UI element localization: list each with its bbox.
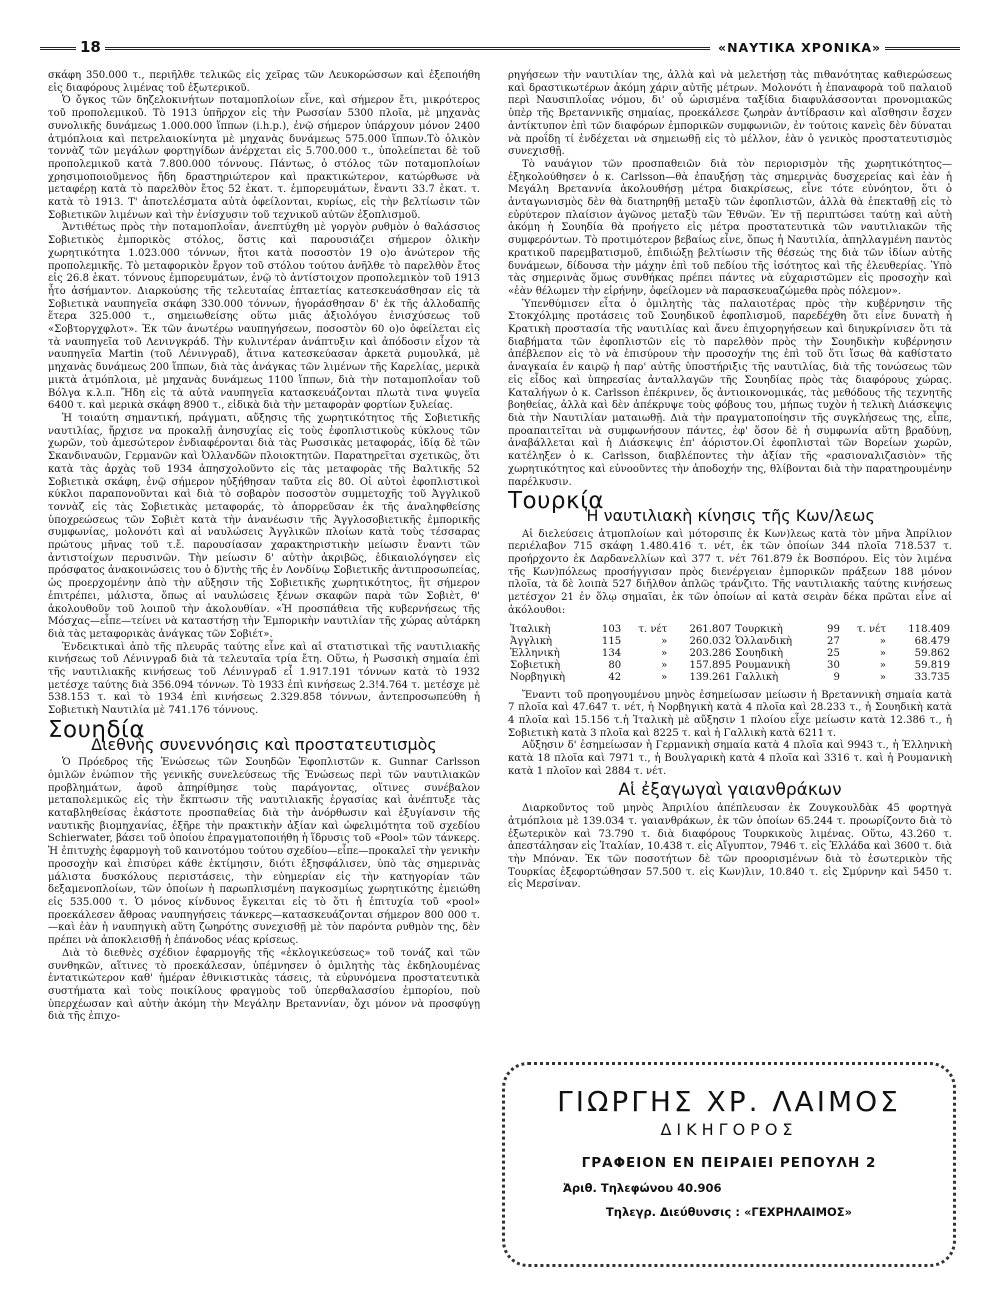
table-cell: »: [879, 635, 886, 647]
advert-name: ΓΙΩΡΓΗΣ ΧΡ. ΛΑΙΜΟΣ: [557, 1085, 901, 1118]
table-cell: »: [661, 659, 668, 671]
paragraph: Ἐνδεικτικαὶ ἀπὸ τῆς πλευρᾶς ταύτης εἶνε καὶ αἱ στατιστικαὶ τῆς ναυτιλιακῆς κινήσεως τοῦ Λένινγραδ διὰ τὰ τελευταῖα τρία ἔτη. Οὕτω, ἡ Ρωσσικὴ σημαία ἐπὶ τῆς ναυτιλιακῆς κινήσεως τοῦ Λένινγραδ εἶ 1.917.191 τόννων κατὰ τὸ 1932 μετέσχε ταύτης διὰ 356.094 τόννων. Τὸ 1933 ἐπὶ κινήσεως 2.3!4.764 τ. μετέσχε μὲ 538.153 τ. καὶ τὸ 1934 ἐπὶ κινήσεως 2.329.858 τόννων, ἀντεπροσωπεύθη ἡ Σοβιετικὴ Ναυτιλία μὲ 741.176 τόννους.: [48, 641, 480, 717]
table-cell: 33.735: [914, 671, 950, 683]
journal-title: «ΝΑΥΤΙΚΑ ΧΡΟΝΙΚΑ»: [714, 40, 885, 55]
table-cell: Σοβιετικὴ: [510, 659, 561, 671]
advert-office: ΓΡΑΦΕΙΟΝ ΕΝ ΠΕΙΡΑΙΕΙ ΡΕΠΟΥΛΗ 2: [581, 1155, 877, 1171]
table-cell: 115: [601, 635, 622, 647]
table-row: [508, 660, 952, 672]
paragraph: Διαρκοῦντος τοῦ μηνὸς Ἀπριλίου ἀπέπλευσαν ἐκ Ζουγκουλδὰκ 45 φορτηγὰ ἀτμόπλοια μὲ 139.034 τ. γαιανθράκων, ἐκ τῶν ὁποίων 65.244 τ. προωρίζοντο διὰ τὸ ἐξωτερικὸν καὶ 73.790 τ. διὰ διαφόρους Τουρκικοὺς λιμένας. Οὕτω, 43.260 τ. ἀπεστάλησαν εἰς Ἰταλίαν, 10.438 τ. εἰς Αἴγυπτον, 7946 τ. εἰς Ἑλλάδα καὶ 3600 τ. διὰ τὴν Μπόναν. Ἐκ τῶν ποσοτήτων δὲ τῶν προορισμένων διὰ τὸ ἐσωτερικὸν τῆς Τουρκίας ἐξεφορτώθησαν 57.500 τ. εἰς Κων)λιν, 10.840 τ. εἰς Σμύρνην καὶ 5450 τ. εἰς Μερσίναν.: [508, 803, 952, 891]
table-cell: 260.032: [689, 635, 732, 647]
section-subtitle-coal: Αἱ ἐξαγωγαὶ γαιανθράκων: [618, 780, 842, 801]
table-cell: 25: [827, 647, 840, 659]
advert-phone: Ἀριθ. Τηλεφώνου 40.906: [563, 1181, 722, 1195]
page-number: 18: [76, 38, 105, 56]
table-cell: »: [661, 671, 668, 683]
paragraph: σκάφη 350.000 τ., περιῆλθε τελικῶς εἰς χεῖρας τῶν Λευκορώσσων καὶ ἐξεποιήθη εἰς διαφόρους λιμένας τοῦ ἐξωτερικοῦ.: [48, 70, 480, 94]
paragraph: ρηγήσεων τὴν ναυτιλίαν της, ἀλλὰ καὶ νὰ μελετήσῃ τὰς πιθανότητας καθιερώσεως καὶ δραστικωτέρων ἀκόμη χάριν αὐτῆς μέτρων. Μολονότι ἡ ἐπαναφορὰ τοῦ παλαιοῦ περὶ Ναυσιπλοΐας νόμου, δι' οὗ ὡρισμένα ταξίδια διαφυλάσσονται προνομιακῶς ὑπὲρ τῆς Βρεταννικῆς σημαίας, προεκάλεσε ζωηρὰν ἀντίδρασιν καὶ αἴσθησιν ἔσχεν ἀντίκτυπον ἐπὶ τῶν διαφόρων ἐμπορικῶν συμφωνιῶν, ἐν τούτοις κανεὶς δὲν δύναται νὰ προΐδῃ τί ἐνδέχεται νὰ σημειωθῇ εἰς τὸ μέλλον, ἐὰν ὁ γενικὸς προστατευτισμὸς συνεχισθῇ.: [508, 70, 952, 158]
section-subtitle-sweden: Διεθνὴς συνεννόησις καὶ προστατευτισμὸς: [91, 734, 437, 754]
left-column: [48, 70, 480, 1024]
header-rule-middle: [110, 47, 710, 50]
table-cell: Ἀγγλικὴ: [510, 635, 553, 647]
table-row: [508, 672, 952, 684]
paragraph: Ὁ Πρόεδρος τῆς Ἑνώσεως τῶν Σουηδῶν Ἐφοπλιστῶν κ. Gunnar Carlsson ὁμιλῶν ἐνώπιον τῆς γενικῆς συνελεύσεως τῆς Ἑνώσεως περὶ τῶν ναυτιλιακῶν προβλημάτων, ἀφοῦ ἀπηρίθμησε τοὺς παράγοντας, οἵτινες συνέβαλον μεταπολεμικῶς εἰς τὴν ἔκπτωσιν τῆς ναυτιλιακῆς ἐργασίας καὶ ἀνέπτυξε τὰς καταβληθείσας ἑκάστοτε προσπαθείας διὰ τὴν ἀνόρθωσιν καὶ ἐξυγίανσιν τῆς ναυτικῆς βιομηχανίας, ἐξῆρε τὴν πρακτικὴν ἀξίαν καὶ ὠφελιμότητα τοῦ σχεδίου Schierwater, βάσει τοῦ ὁποίου ἐπραγματοποιήθη ἡ ἵδρυσις τοῦ «Pool» τῶν τάνκερς. Ἡ ἐπιτυχὴς ἐφαρμογὴ τοῦ καινοτόμου τούτου σχεδίου—εἶπε—προκαλεῖ τὴν γενικὴν προσοχὴν καὶ ἐπισύρει κάθε ἐκτίμησιν, διότι ἐξησφάλισεν, ὑπὸ τὰς σημερινὰς μάλιστα δυσκόλους περιστάσεις, τὴν εὐημερίαν εἰς τὴν κατηγορίαν τῶν δεξαμενοπλοίων, τῶν ὁποίων ἡ παρωπλισμένη παγκοσμίως χωρητικότης ἐμειώθη εἰς 535.000 τ. Ὁ μόνος κίνδυνος ἔγκειται εἰς τὸ ὅτι ἡ ἐπιτυχία τοῦ «pool» προεκάλεσεν ἄθροας ναυπηγήσεις τάνκερς—κατασκευάζονται σήμερον 800 000 τ.—καὶ ἐὰν ἡ ναυπηγικὴ αὕτη ζωηρότης συνεχισθῇ μὲ τὸν παρόντα ρυθμὸν της, δὲν πρέπει νὰ ἀποκλεισθῇ ἡ ἐπάνοδος νέας κρίσεως.: [48, 757, 480, 947]
table-cell: »: [879, 671, 886, 683]
flags-table: [508, 624, 952, 684]
paragraph: Ὑπενθύμισεν εἶτα ὁ ὁμιλητὴς τὰς παλαιοτέρας πρὸς τὴν κυβέρνησιν τῆς Στοκχόλμης προτάσεις τοῦ Σουηδικοῦ ἐφοπλισμοῦ, παρεδέχθη ὅτι εἶνε δυνατὴ ἡ Κρατικὴ προστασία τῆς ναυτιλίας καὶ ἄνευ ἐπιχορηγήσεων καὶ διηυκρίνισεν ὅτι τὰ διαβήματα τῶν ἐφοπλιστῶν εἰς τὸ παρελθὸν πρὸς τὴν Σουηδικὴν κυβέρνησιν ἀπέβλεπον εἰς τὸ νὰ ἐπισύρουν τὴν προσοχήν της ἐπὶ τοῦ ὅτι ἴσως θὰ καθίστατο ἀναγκαία ἐν καιρῷ ἡ παρ' αὐτῆς ὑποστήριξις τῆς ναυτιλίας, διὰ τῆς τονώσεως τῶν εἰς εἶδος καὶ ὑπηρεσίας ἀνταλλαγῶν τῆς Σουηδίας πρὸς τὰς διαφόρους χώρας. Καταλήγων ὁ κ. Carlsson ἐπέκρινεν, ὅς ἀντιοικονομικάς, τὰς μεθόδους τῆς τεχνητῆς βοηθείας, ἀλλὰ καὶ δὲν ἀπέκρυψε τοὺς φόβους του, μήπως τυχὸν ἡ τελικὴ Διάσκεψις διὰ τὴν Ναυτιλίαν ματαιωθῇ. Διὰ τὴν πραγματοποίησιν τῆς συγκλήσεως της, εἶπε, προαπαιτεῖται νὰ συμφωνήσουν πάντες, ἐφ' ὅσον δὲ ἡ συμφωνία αὕτη βραδύνῃ, ἀναβάλλεται καὶ ἡ Διάσκεψις ἐπ' ἀόριστον.Οἱ ἐφοπλισταὶ τῶν Βορείων χωρῶν, κατέληξεν ὁ κ. Carlsson, διαβλέποντες τὴν ἀξίαν τῆς «ρασιοναλιζασιὸν» τῆς χωρητικότητος καὶ εὐνοοῦντες τὴν ἀποδοχήν της, θλίβονται διὰ τὴν παρατηρουμένην παρέλκυσιν.: [508, 298, 952, 488]
table-cell: Σουηδικὴ: [735, 647, 784, 659]
table-cell: 157.895: [689, 659, 732, 671]
table-cell: 203.286: [689, 647, 732, 659]
section-title-turkey: Τουρκία: [508, 488, 605, 515]
table-cell: Ἰταλικὴ: [510, 623, 551, 635]
table-cell: 42: [608, 671, 622, 683]
lawyer-advertisement: [502, 1062, 956, 1267]
table-cell: 27: [827, 635, 840, 647]
table-cell: 80: [608, 659, 622, 671]
table-cell: Γαλλικὴ: [735, 671, 779, 683]
paragraph: Ἡ τοιαύτη σημαντική, πράγματι, αὔξησις τῆς χωρητικότητος τῆς Σοβιετικῆς ναυτιλίας, ἤρχισε να προκαλῇ ἀνησυχίας εἰς τοὺς ἐφοπλιστικοὺς κύκλους τῶν χωρῶν, τοὺ ἀμεσώτερον ἐνδιαφέρονται διὰ τὰς Ρωσσικὰς μεταφοράς, ἰδίᾳ δὲ τῶν Σκανδιναυῶν, Γερμανῶν καὶ Ὀλλανδῶν πλοιοκτητῶν. Παρατηρεῖται σχετικῶς, ὅτι κατὰ τὰς ἀρχὰς τοῦ 1934 ἀπησχολοῦντο εἰς τὰς μεταφορὰς τῆς Βαλτικῆς 52 Σοβιετικὰ σκάφη, ἐνῷ σήμερον ηὐξήθησαν ταῦτα εἰς 80. Οἱ αὐτοὶ ἐφοπλιστικοὶ κύκλοι παραπονοῦνται καὶ διὰ τὸ σοβαρὸν ποσοστὸν συμμετοχῆς τοῦ Ἀγγλικοῦ τοννὰζ εἰς τὰς Σοβιετικὰς μεταφοράς, τὸ ἀπορρεῦσαν ἐκ τῆς ἀναληφθείσης ὑποχρεώσεως τῶν Σοβιὲτ κατὰ τὴν ἀνανέωσιν τῆς Ἀγγλοσοβιετικῆς ἐμπορικῆς συμφωνίας, μολονότι καὶ αἱ ναυλώσεις Ἀγγλικῶν πλοίων κατὰ τοὺς τέσσαρας πρώτους μῆνας τοῦ τ.ἔ. παρουσίασαν χαρακτηριστικὴν μείωσιν ἔναντι τῶν ἀντιστοίχων περυσινῶν. Τὴν μείωσιν δ' αὐτὴν ἀκριβῶς, ἐδικαιολόγησεν εἰς πρόσφατος ἀνακοινώσεις του ὁ δ)ντὴς τῆς ἐν Λονδίνῳ Σοβιετικῆς ἀντιπροσωπείας, ὡς προερχομένην ἀπὸ τὴν αὔξησιν τῆς Σοβιετικῆς χωρητικότητος, ἣτ σήμερον ἐπιτρέπει, μάλιστα, ὅπως αἱ ναυλώσεις ξένων σκαφῶν παρὰ τῶν Σοβιὲτ, θ' ἀκολουθοῦν τοῦ λοιποῦ τὴν ἀκολουθίαν. «Ἡ προσπάθεια τῆς κυβερνήσεως τῆς Μόσχας—εἶπε—τείνει νὰ καταστήσῃ τὴν Ἐμπορικὴν ναυτιλίαν τῆς χώρας αὐτάρκη διὰ τὰς μεταφορικὰς ἀνάγκας τῶν Σοβιέτ».: [48, 412, 480, 640]
right-column: [508, 70, 952, 892]
paragraph: Ὁ ὄγκος τῶν δηζελοκινήτων ποταμοπλοίων εἶνε, καὶ σήμερον ἔτι, μικρότερος τοῦ προπολεμικοῦ. Τὸ 1913 ὑπῆρχον εἰς τὴν Ρωσσίαν 5300 πλοῖα, μὲ μηχανὰς συνολικῆς δυνάμεως 1.000.000 ἵππων (i.h.p.), ἐνῷ σήμερον ὑπάρχουν μόνον 2400 ἀτμόπλοια καὶ πετρελαιοκίνητα μὲ μηχανὰς δυνάμεως 575.000 ἵππων.Τὸ ὁλικὸν τοννὰζ τῶν μεγάλων φορτηγίδων ἀνέρχεται εἰς 5.700.000 τ., ὑπολείπεται δὲ τοῦ προπολεμικοῦ κατὰ 7.800.000 τόννους. Πάντως, ὁ στόλος τῶν ποταμοπλοίων χρησιμοποιοῦμενος ἤδη δραστηριώτερον καὶ πρακτικώτερον, κατώρθωσε νὰ μεταφέρῃ κατὰ τὸ παρελθὸν ἔτος 52 ἑκατ. τ. ἐμπορευμάτων, ἔναντι 33.7 ἑκατ. τ. κατὰ τὸ 1913. Τ' ἀποτελέσματα αὐτὰ ὀφείλονται, κυρίως, εἰς τὴν βελτίωσιν τῶν Σοβιετικῶν λιμένων καὶ τὴν ἐνίσχυσιν τοῦ τεχνικοῦ αὐτῶν ἐξοπλισμοῦ.: [48, 95, 480, 221]
paragraph: Διὰ τὸ διεθνὲς σχέδιον ἐφαρμογῆς τῆς «ἐκλογικεύσεως» τοῦ τονάζ καὶ τῶν συνθηκῶν, αἵτινες τὸ προεκάλεσαν, ὑπέμνησεν ὁ ὁμιλητὴς τὰς ἐκδηλουμένας ἐντατικώτερον καθ' ἡμέραν ἐθνικιστικὰς τάσεις, τὰ εὐρυνόμενα προστατευτικὰ συστήματα καὶ τοὺς ποικίλους φραγμοὺς τοῦ ὑπερθαλασσίου ἐμπορίου, ποὺ ὑπερχέωσαν καὶ αὐτὴν ἀκόμη τὴν Μεγάλην Βρεταννίαν, ὄχι μόνον νὰ προσφύγῃ διὰ τῆς ἐπιχο-: [48, 947, 480, 1023]
table-cell: »: [879, 659, 886, 671]
table-cell: Ἑλληνικὴ: [510, 647, 560, 659]
paragraph: Ἀντιθέτως πρὸς τὴν ποταμοπλοΐαν, ἀνεπτύχθη μὲ γοργὸν ρυθμὸν ὁ θαλάσσιος Σοβιετικὸς ἐμπορικὸς στόλος, ὅστις καὶ παρουσιάζει σήμερον ὁλικὴν χωρητικότητα 1.023.000 τόννων, ἤτοι κατὰ ποσοστὸν 19 ο)ο ἀνώτερον τῆς προπολεμικῆς. Τὸ μεταφορικὸν ἔργον τοῦ στόλου τούτου ἀνῆλθε τὸ παρελθὸν ἔτος εἰς 26.8 ἑκατ. τόννους ἐμπορευμάτων, ἐνῷ τὸ ἀντίστοιχον προπολεμικὸν τοῦ 1913 ἦτο ἀσήμαντον. Διαρκούσης τῆς τελευταίας ἑπταετίας κατεσκευάσθησαν εἰς τὰ Σοβιετικὰ ναυπηγεῖα σκάφη 330.000 τόννων, ἠγοράσθησαν δ' ἐκ τῆς ἀλλοδαπῆς ἕτερα 325.000 τ., σημειωθείσης οὕτω μιᾶς ἀξιολόγου ἐνισχύσεως τοῦ «Σοβτοργχφλοτ». Ἐκ τῶν ἀνωτέρω ναυπηγήσεων, ποσοστὸν 60 ο)ο ὀφείλεται εἰς τὰ ναυπηγεῖα τοῦ Λενινγκράδ. Τὴν κυλιντέραν ἀνάπτυξιν καὶ ἀπόδοσιν εἶχον τὰ ναυπηγεῖα Martin (τοῦ Λένινγραδ), ἅτινα κατεσκεύασαν ἀρκετὰ ρυμουλκά, μὲ μηχανὰς δυνάμεως 200 ἵππων, διὰ τὰς ἀνάγκας τῶν λιμένων τῆς Καρελίας, μερικὰ μικτὰ ἀτμόπλοια, μὲ μηχανὰς δυνάμεως 1100 ἵππων, διὰ τὴν ποταμοπλοΐαν τοῦ Βόλγα κ.λ.π. Ἤδη εἰς τὰ αὐτὰ ναυπηγεῖα κατασκευάζονται πλωτὰ τινα ψυγεῖα 6400 τ. καὶ μερικὰ σκάφη 8900 τ., εἰδικὰ διὰ τὴν μεταφορὰν φορτίων ξυλείας.: [48, 222, 480, 412]
table-cell: τ. νέτ: [857, 623, 886, 635]
table-row: [508, 636, 952, 648]
table-cell: 68.479: [914, 635, 950, 647]
table-cell: Ρουμανικὴ: [735, 659, 791, 671]
table-cell: 261.807: [689, 623, 732, 635]
table-cell: 139.261: [689, 671, 732, 683]
advert-profession: ΔΙΚΗΓΟΡΟΣ: [660, 1120, 798, 1139]
section-title-sweden: Σουηδία: [48, 716, 146, 743]
table-cell: 59.862: [914, 647, 950, 659]
table-cell: Νορβηγικὴ: [510, 671, 566, 683]
page-header: [40, 38, 960, 58]
advert-telegraph: Τηλεγρ. Διεύθυνσις : «ΓΕΧΡΗΛΑΙΜΟΣ»: [605, 1205, 853, 1219]
paragraph: Αἱ διελεύσεις ἀτμοπλοίων καὶ μότορσιπς ἐκ Κων)λεως κατὰ τὸν μῆνα Ἀπρίλιον περιέλαβον 715 σκάφη 1.480.416 τ. νέτ, ἐκ τῶν ὁποίων 344 πλοῖα 718.537 τ. προήρχοντο ἐκ Δαρδανελλίων καὶ 377 τ. νέτ 761.879 ἐκ Βοσπόρου. Εἰς τὸν λιμένα τῆς Κων)πόλεως προσήγγισαν πρὸς διενέργειαν ἐμπορικῶν πράξεων 188 μόνον πλοῖα, τὰ δὲ λοιπὰ 527 διῆλθον ἁπλῶς τράνζιτο. Τῆς ναυτιλιακῆς ταύτης κινήσεως μετέσχον 21 ἐν ὅλῳ σημαῖαι, ἐκ τῶν ὁποίων αἱ κατὰ σειρὰν δέκα πρῶται εἶνε αἱ ἀκόλουθοι:: [508, 528, 952, 616]
table-cell: »: [661, 647, 668, 659]
table-cell: 134: [601, 647, 622, 659]
paragraph: Τὸ ναυάγιον τῶν προσπαθειῶν διὰ τὸν περιορισμὸν τῆς χωρητικότητος—ἐξηκολούθησεν ὁ κ. Carlsson—θὰ ἐπαυξήσῃ τὰς σημερινὰς δυσχερείας καὶ ἐὰν ἡ Μεγάλη Βρεταννία ἀκολουθήσῃ μέτρα διακρίσεως, εἶνε τότε εὐνόητον, ὅτι ὁ ἀνταγωνισμὸς δὲν θὰ διατηρηθῇ μεταξὺ τῶν ἐφοπλιστῶν, ἀλλὰ θὰ ἐπεκταθῇ εἰς τὸ εὐρύτερον πλαίσιον ἀγῶνος μεταξὺ τῶν Ἐθνῶν. Ἐν τῇ περιπτώσει ταύτῃ καὶ αὐτὴ ἀκόμη ἡ Σουηδία θὰ προήγετο εἰς μέτρα προστατευτικὰ τῶν ναυτιλιακῶν τῆς συμφερόντων. Τὸ προτιμότερον βεβαίως εἶνε, ὅπως ἡ Ναυτιλία, ἀπηλλαγμένη παντὸς κρατικοῦ παρεμβατισμοῦ, ἐπιδιώξῃ βελτίωσιν τῆς θέσεώς της διὰ τῶν ἰδίων αὐτῆς δυνάμεων, δίδουσα τὴν μάχην ἐπὶ τοῦ πεδίου τῆς ἰσότητος καὶ τῆς ἐλευθερίας. Ὑπὸ τὰς σημερινὰς ὅμως συνθήκας πρέπει πάντες νὰ εὐχαριστῶμεν εἰς προσοχὴν καὶ «ἐὰν θέλωμεν τὴν εἰρήνην, ὀφείλομεν νὰ παρασκευαζώμεθα πρὸς πόλεμον».: [508, 158, 952, 297]
table-cell: »: [879, 647, 886, 659]
table-cell: »: [661, 635, 668, 647]
paragraph: Ἔναντι τοῦ προηγουμένου μηνὸς ἐσημείωσαν μείωσιν ἡ Βρεταννικὴ σημαία κατὰ 7 πλοῖα καὶ 47.647 τ. νέτ, ἡ Νορβηγικὴ κατὰ 4 πλοῖα καὶ 28.233 τ., ἡ Σουηδικὴ κατὰ 4 πλοῖα καὶ 15.156 τ.ἡ Ἰταλικὴ μὲ αὔξησιν 1 πλοίου εἶχε μείωσιν κατὰ 12.386 τ., ἡ Σοβιετικὴ κατὰ 3 πλοῖα καὶ 8225 τ. καὶ ἡ Γαλλικὴ κατὰ 6211 τ.: [508, 689, 952, 739]
table-row: [508, 624, 952, 636]
table-cell: 9: [833, 671, 840, 683]
paragraph: Αὔξησιν δ' ἐσημείωσαν ἡ Γερμανικὴ σημαία κατὰ 4 πλοῖα καὶ 9943 τ., ἡ Ἑλληνικὴ κατὰ 18 πλοῖα καὶ 7971 τ., ἡ Βουλγαρικὴ κατὰ 4 πλοῖα καὶ 3316 τ. καὶ ἡ Ρουμανικὴ κατὰ 1 πλοῖον καὶ 2884 τ. νέτ.: [508, 740, 952, 777]
table-cell: 99: [827, 623, 840, 635]
table-cell: τ. νέτ: [638, 623, 668, 635]
table-cell: 59.819: [914, 659, 950, 671]
table-cell: Τουρκικὴ: [735, 623, 783, 635]
table-cell: 118.409: [908, 623, 950, 635]
table-cell: Ὁλλανδικὴ: [735, 635, 793, 647]
table-row: [508, 648, 952, 660]
table-cell: 103: [601, 623, 622, 635]
section-subtitle-turkey: Ἡ ναυτιλιακὴ κίνησις τῆς Κων/λεως: [585, 505, 875, 525]
table-cell: 30: [827, 659, 840, 671]
